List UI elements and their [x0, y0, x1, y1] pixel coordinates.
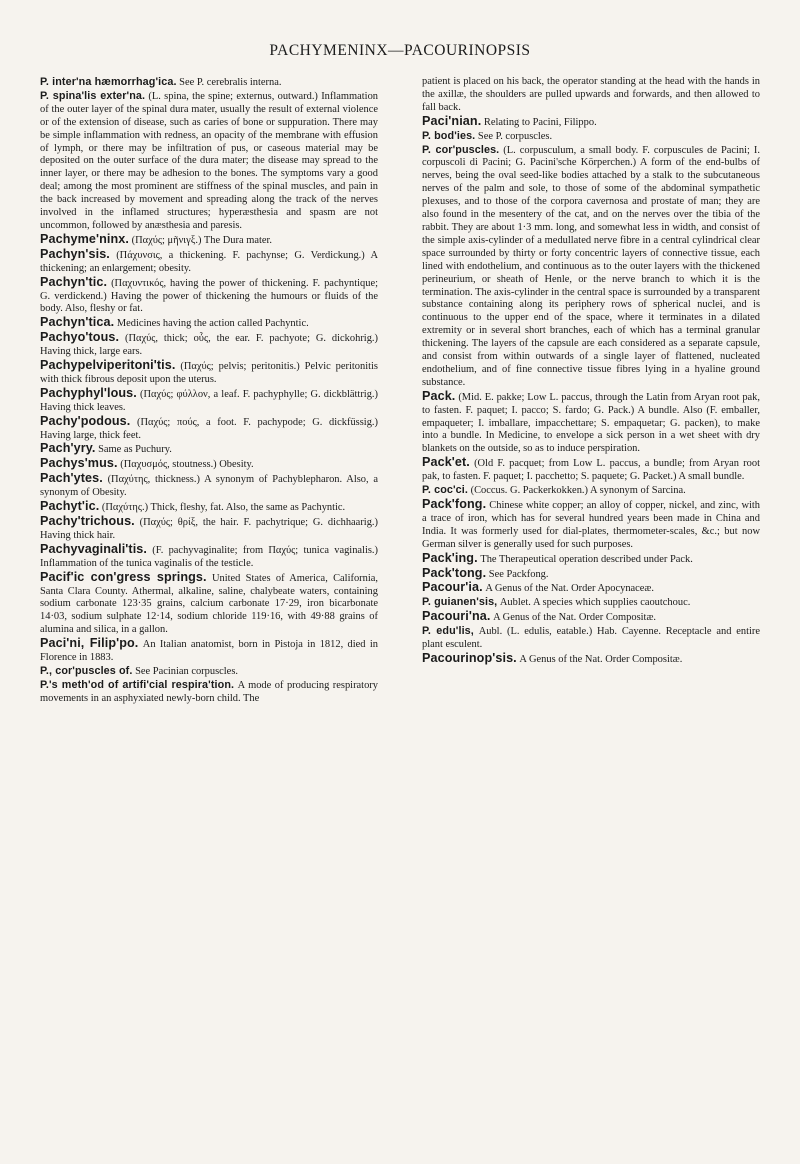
dictionary-entry: [40, 415, 378, 443]
entry-definition: (Παχύς; μῆνιγξ.) The Dura mater.: [131, 234, 272, 246]
dictionary-entry: [422, 652, 760, 667]
entry-definition: (Πάχυνσις, a thickening. F. pachynse; G. Verdickung.) A thickening; an enlargement; obesity.: [40, 249, 378, 274]
entry-definition: (Παχυσμός, stoutness.) Obesity.: [120, 459, 254, 471]
dictionary-entry: [422, 115, 760, 130]
entry-headword: P. spina'lis exter'na.: [40, 89, 146, 102]
entry-headword: Pach'yry.: [40, 441, 96, 456]
dictionary-entry: [40, 387, 378, 415]
entry-headword: Pachyt'ic.: [40, 499, 100, 514]
entry-definition: An Italian anatomist, born in Pistoja in 1812, died in Florence in 1883.: [40, 639, 379, 664]
entry-headword: Pacour'ia.: [422, 580, 483, 595]
entry-headword: P. cor'puscles.: [422, 143, 500, 156]
entry-definition: (Mid. E. pakke; Low L. paccus, through the Latin from Aryan root pak, to fasten. F. paquet; I. pacco; S. fardo; G. Pack.) A bundle. Also (F. emballer, empaqueter; I. imballare, impacchettare; S. empaquetar; G. packen), to make into a bundle. In Medicine, to envelope a sick person in a wet sheet with dry blankets on the outside, so as to induce perspiration.: [422, 391, 761, 455]
entry-definition: United States of America, California, Santa Clara County. Athermal, alkaline, saline, chalybeate waters, containing sodium carbonate 123·35 grains, calcium carbonate 17·29, iron bicarbonate 14·03, sodium sulphate 12·14, sodium chloride 119·16, with 49·88 grains of alumina and silica, in a gallon.: [40, 572, 379, 636]
dictionary-entry: [422, 567, 760, 582]
entry-definition: The Therapeutical operation described under Pack.: [480, 553, 693, 565]
entry-definition: A mode of producing respiratory movements in an asphyxiated newly-born child. The: [40, 679, 378, 704]
dictionary-entry: [40, 248, 378, 276]
entry-headword: Pacif'ic con'gress springs.: [40, 569, 207, 584]
entry-definition: Same as Puchury.: [98, 444, 172, 456]
dictionary-entry: [40, 276, 378, 317]
entry-headword: Pacourinop'sis.: [422, 650, 517, 665]
entry-definition: (L. spina, the spine; externus, outward.) Inflammation of the outer layer of the spinal dura mater, usually the result of external violence or of the extension of disease, such as caries of bone or suppuration. There may be simple inflammation with redness, an opacity of the membrane with effusion of lymph, or there may be infiltration of pus, or caseous material may be deposited on the outer surface of the dura mater; the disease may spread to the inner layer, or there may be adhesion to the bones. The symptoms vary a good deal; among the most prominent are stiffness of the spinal muscles, and pain in the back increased by movement and spreading along the track of the nerves involved in the inflamed structures; hyperæsthesia and spasm are not uncommon, followed by anæsthesia and paresis.: [40, 90, 379, 231]
entry-definition: See P. corpuscles.: [477, 130, 553, 142]
entry-definition: (F. pachyvaginalite; from Παχύς; tunica vaginalis.) Inflammation of the tunica vaginalis of the testicle.: [40, 544, 378, 569]
dictionary-entry: [422, 130, 760, 144]
entry-headword: P., cor'puscles of.: [40, 664, 133, 677]
dictionary-entry: [40, 515, 378, 543]
dictionary-entry: [40, 442, 378, 457]
entry-definition: (Παχύτης.) Thick, fleshy, fat. Also, the same as Pachyntic.: [101, 502, 346, 514]
entry-headword: Pachyo'tous.: [40, 330, 120, 345]
entry-definition: patient is placed on his back, the operator standing at the head with the hands in the axillæ, the shoulders are pulled upwards and forwards, and then allowed to fall back.: [422, 76, 760, 113]
entry-headword: P. coc'ci.: [422, 484, 468, 497]
entry-headword: P. guianen'sis,: [422, 596, 498, 609]
entry-definition: Chinese white copper; an alloy of copper, nickel, and zinc, with a trace of iron, which has for several hundred years been made in China and India. It was formerly used for dial-plates, thermometer-scales, &c.; but now German silver is generally used for such purposes.: [422, 500, 760, 550]
entry-definition: A Genus of the Nat. Order Compositæ.: [519, 653, 683, 665]
entry-definition: Aubl. (L. edulis, eatable.) Hab. Cayenne. Receptacle and entire plant esculent.: [422, 626, 760, 651]
entry-headword: Pachyn'sis.: [40, 246, 110, 261]
dictionary-entry: [40, 359, 378, 387]
entry-definition: (Παχυντικός, having the power of thickening. F. pachyntique; G. verdickend.) Having the power of thickening the humours or fluids of the body. Also, fleshy or fat.: [40, 277, 379, 315]
dictionary-entry: [40, 500, 378, 515]
entry-definition: A Genus of the Nat. Order Apocynaceæ.: [485, 583, 655, 595]
dictionary-entry: [40, 331, 378, 359]
entry-headword: P.'s meth'od of artifi'cial respira'tion.: [40, 678, 235, 691]
entry-headword: P. edu'lis,: [422, 625, 474, 638]
entry-headword: Pachy'trichous.: [40, 514, 135, 528]
entry-headword: Pack'tong.: [422, 565, 487, 580]
entry-headword: Pack'fong.: [422, 497, 487, 511]
entry-headword: Pack'et.: [422, 455, 470, 470]
entry-definition: (Παχύς; φύλλον, a leaf. F. pachyphylle; G. dickblättrig.) Having thick leaves.: [40, 388, 378, 413]
entry-headword: Pack'ing.: [422, 550, 478, 565]
dictionary-entry: [422, 625, 760, 652]
entry-headword: Pachyn'tica.: [40, 315, 115, 330]
dictionary-entry: [422, 456, 760, 484]
entry-headword: P. inter'na hæmorrhag'ica.: [40, 76, 177, 88]
entry-definition: (Coccus. G. Packerkokken.) A synonym of Sarcina.: [470, 485, 686, 497]
entry-definition: See Pacinian corpuscles.: [135, 665, 238, 677]
dictionary-entry: [40, 316, 378, 331]
entry-definition: Relating to Pacini, Filippo.: [483, 116, 597, 128]
dictionary-entry: [40, 665, 378, 679]
dictionary-entry: [422, 552, 760, 567]
entry-headword: Pachyme'ninx.: [40, 231, 129, 246]
dictionary-entry: [422, 76, 760, 115]
entry-definition: (Old F. pacquet; from Low L. paccus, a bundle; from Aryan root pak, to fasten. F. paquet; I. pacchetto; S. paquete; G. Packet.) A small bundle.: [422, 458, 760, 483]
dictionary-entry: [422, 390, 760, 457]
running-head: PACHYMENINX—PACOURINOPSIS: [269, 42, 531, 59]
entry-definition: (Παχύς; pelvis; peritonitis.) Pelvic peritonitis with thick fibrous deposit upon the uterus.: [40, 361, 378, 385]
entry-definition: (Παχύτης, thickness.) A synonym of Pachyblepharon. Also, a synonym of Obesity.: [40, 474, 378, 499]
dictionary-entry: [40, 76, 378, 90]
dictionary-entry: [40, 571, 378, 638]
right-column: [422, 76, 760, 667]
dictionary-entry: [422, 498, 760, 552]
entry-definition: A Genus of the Nat. Order Compositæ.: [493, 612, 657, 624]
entry-headword: Pachyn'tic.: [40, 274, 108, 289]
entry-headword: Pachypelviperitoni'tis.: [40, 358, 176, 373]
entry-headword: Paci'ni, Filip'po.: [40, 636, 139, 651]
entry-definition: Aublet. A species which supplies caoutchouc.: [499, 597, 691, 609]
entry-definition: (Παχύς; θρίξ, the hair. F. pachytrique; G. dichhaarig.) Having thick hair.: [40, 517, 378, 541]
left-column: [40, 76, 378, 706]
dictionary-entry: [40, 233, 378, 248]
dictionary-entry: [422, 610, 760, 625]
dictionary-entry: [40, 472, 378, 500]
entry-headword: Paci'nian.: [422, 113, 482, 128]
entry-definition: See Packfong.: [488, 568, 549, 580]
dictionary-entry: [40, 457, 378, 472]
entry-headword: Pachys'mus.: [40, 456, 118, 471]
entry-definition: (Παχύς; πούς, a foot. F. pachypode; G. dickfüssig.) Having large, thick feet.: [40, 416, 379, 441]
entry-definition: (Παχύς, thick; οὖς, the ear. F. pachyote; G. dickohrig.) Having thick, large ears.: [40, 333, 378, 358]
dictionary-entry: [40, 90, 378, 233]
dictionary-entry: [40, 679, 378, 706]
dictionary-entry: [422, 144, 760, 390]
entry-headword: Pachyvaginali'tis.: [40, 541, 147, 556]
entry-headword: Pachyphyl'lous.: [40, 385, 137, 400]
entry-headword: Pach'ytes.: [40, 471, 103, 486]
entry-definition: Medicines having the action called Pachyntic.: [116, 318, 309, 330]
entry-headword: Pacouri'na.: [422, 609, 491, 624]
entry-headword: Pack.: [422, 388, 456, 403]
dictionary-entry: [422, 484, 760, 498]
entry-headword: P. bod'ies.: [422, 129, 476, 142]
dictionary-entry: [40, 637, 378, 665]
entry-definition: See P. cerebralis interna.: [179, 77, 282, 88]
dictionary-entry: [422, 596, 760, 610]
dictionary-entry: [422, 581, 760, 596]
entry-definition: (L. corpusculum, a small body. F. corpuscules de Pacini; I. corpuscoli di Pacini; G. Pacini'sche Körperchen.) A form of the end-bulbs of nerves, being the oval seed-like bodies attached by a stalk to the subcutaneous nerves of the palm and sole, to those of some of the abdominal sympathetic plexuses, and to those of the corpora cavernosa and prostate of man; they are also found in the mesentery of the cat, and on the nerves over the tibia of the rabbit. They are about 1·3 mm. long, and somewhat less in width, and consist of the simple axis-cylinder of a medullated nerve fibre in a central cylindrical clear space surrounded by thirty or forty concentric layers of connective tissue, each lined with endothelium, and continuous as to the outer layers with the thickened perineurium, or sheath of Henle, or the nerve branch to which it is the termination. The axis-cylinder in the central space is surrounded by a transparent substance containing along its periphery rows of spherical nuclei, and is continuous to the upper end of the space, where it terminates in a dilated extremity or in several short branches, each of which has a terminal granular thickening. The layers of the capsule are each considered as a separate capsule, and consist from within outwards of a single layer of flattened, nucleated endothelium, and of fine connective tissue fibres lying in a hyaline ground substance.: [422, 144, 761, 388]
dictionary-entry: [40, 543, 378, 571]
entry-headword: Pachy'podous.: [40, 413, 131, 428]
